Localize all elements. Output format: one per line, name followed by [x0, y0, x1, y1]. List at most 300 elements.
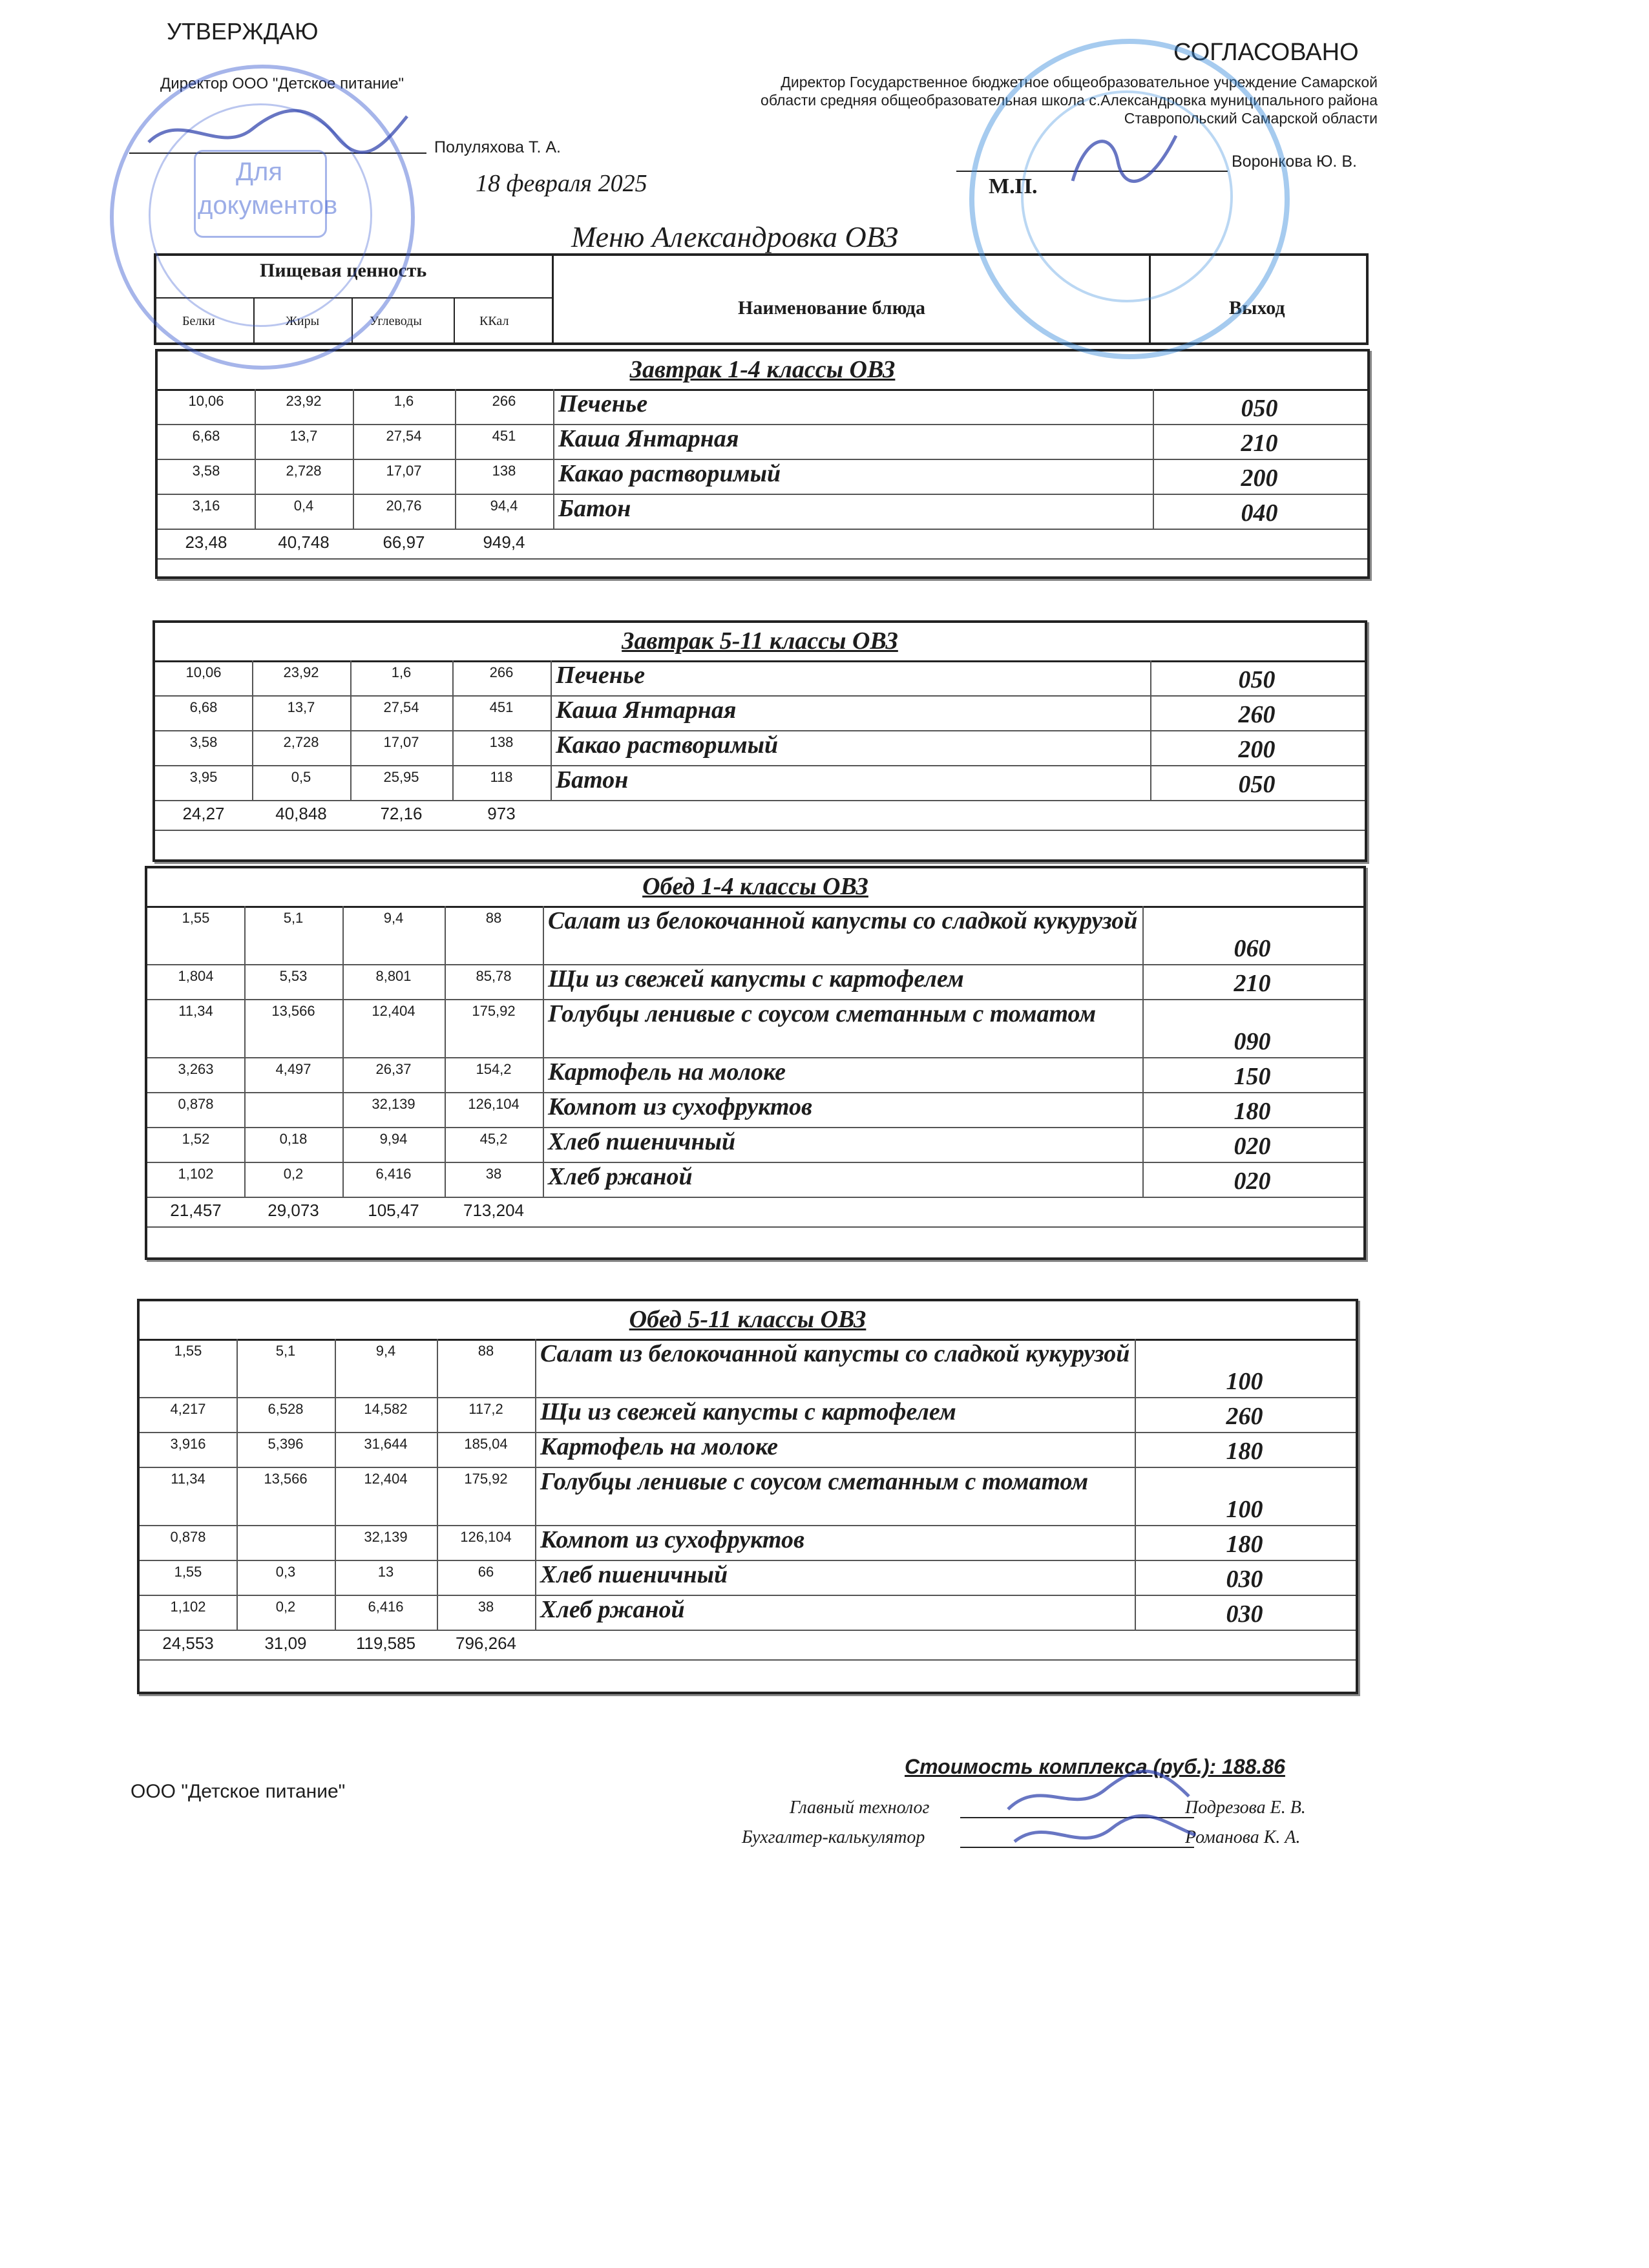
menu-row — [140, 1525, 1356, 1560]
menu-row — [158, 494, 1367, 529]
fats-value: 5,1 — [283, 910, 304, 926]
approve-position: Директор ООО "Детское питание" — [160, 75, 404, 92]
cell-divider — [543, 1127, 544, 1162]
cell-divider — [455, 459, 456, 494]
approve-name: Полуляхова Т. А. — [434, 138, 561, 156]
kcal-value: 117,2 — [468, 1401, 503, 1417]
dish-name: Щи из свежей капусты с картофелем — [548, 965, 964, 992]
cell-divider — [445, 1127, 446, 1162]
fats-value: 23,92 — [283, 664, 319, 680]
total-carbs-value: 119,585 — [355, 1633, 416, 1653]
cell-divider — [252, 730, 253, 765]
cell-divider — [255, 424, 256, 459]
fats-value: 5,1 — [275, 1343, 296, 1359]
cell-divider — [437, 1397, 438, 1432]
fats-value: 0,3 — [275, 1564, 296, 1580]
dish-name: Картофель на молоке — [548, 1058, 786, 1086]
total-proteins-value: 23,48 — [185, 532, 227, 552]
fats-value: 5,396 — [268, 1436, 304, 1452]
cell-divider — [437, 1467, 438, 1525]
proteins-value: 6,68 — [189, 699, 218, 715]
dish-output: 050 — [1238, 771, 1276, 798]
cell-divider — [437, 1525, 438, 1560]
proteins-value: 10,06 — [188, 393, 224, 409]
carbs-value: 32,139 — [372, 1096, 415, 1112]
carbs-value: 25,95 — [383, 769, 419, 785]
row-rule — [147, 1226, 1363, 1228]
cell-divider — [335, 1432, 336, 1467]
cell-divider — [252, 765, 253, 800]
dish-name: Какао растворимый — [558, 460, 781, 487]
row-rule — [140, 1659, 1356, 1661]
proteins-value: 3,95 — [189, 769, 218, 785]
proteins-value: 3,58 — [189, 734, 218, 750]
proteins-value: 1,102 — [170, 1599, 206, 1615]
kcal-value: 154,2 — [476, 1061, 512, 1077]
menu-row — [147, 906, 1363, 964]
section-title: Обед 1-4 классы ОВЗ — [642, 873, 868, 900]
cell-divider — [445, 906, 446, 964]
menu-row — [158, 389, 1367, 424]
complex-cost: Стоимость комплекса (руб.): 188.86 — [905, 1755, 1285, 1778]
carbs-value: 12,404 — [372, 1003, 415, 1019]
row-rule — [155, 830, 1365, 831]
proteins-value: 1,52 — [182, 1131, 210, 1147]
menu-row — [140, 1560, 1356, 1595]
carbs-value: 17,07 — [383, 734, 419, 750]
kcal-value: 38 — [478, 1599, 494, 1615]
approve-date: 18 февраля 2025 — [476, 170, 647, 197]
proteins-value: 6,68 — [192, 428, 220, 444]
dish-name: Голубцы ленивые с соусом сметанным с томатом — [548, 1000, 1097, 1027]
proteins-value: 0,878 — [170, 1529, 206, 1545]
dish-name: Хлеб пшеничный — [548, 1128, 736, 1155]
fats-value: 0,2 — [283, 1166, 304, 1182]
cell-divider — [437, 1560, 438, 1595]
cell-divider — [553, 459, 554, 494]
col-fats: Жиры — [286, 314, 320, 328]
menu-row — [147, 999, 1363, 1057]
cell-divider — [543, 1162, 544, 1197]
section-title: Завтрак 1-4 классы ОВЗ — [629, 356, 896, 383]
kcal-value: 451 — [489, 699, 514, 715]
cell-divider — [553, 424, 554, 459]
cell-divider — [452, 695, 454, 730]
dish-name: Каша Янтарная — [556, 697, 737, 724]
cell-divider — [353, 424, 354, 459]
cell-divider — [236, 1467, 238, 1525]
cell-divider — [437, 1595, 438, 1630]
dish-name: Каша Янтарная — [558, 425, 739, 452]
mp-label: М.П. — [989, 174, 1038, 198]
menu-row — [147, 1092, 1363, 1127]
approve-title: УТВЕРЖДАЮ — [167, 18, 319, 45]
cell-divider — [437, 1339, 438, 1397]
cell-divider — [350, 695, 352, 730]
meal-section — [137, 1299, 1358, 1694]
proteins-value: 1,102 — [178, 1166, 214, 1182]
total-kcal-value: 796,264 — [456, 1633, 516, 1653]
cell-divider — [535, 1397, 536, 1432]
carbs-value: 9,4 — [383, 910, 404, 926]
meal-section — [152, 620, 1367, 862]
meal-section — [145, 866, 1366, 1260]
proteins-value: 11,34 — [171, 1471, 205, 1487]
total-kcal-value: 713,204 — [463, 1201, 524, 1220]
cell-divider — [335, 1560, 336, 1595]
proteins-value: 3,916 — [170, 1436, 206, 1452]
menu-row — [147, 1057, 1363, 1092]
agree-name: Воронкова Ю. В. — [1232, 152, 1357, 171]
dish-output: 150 — [1234, 1063, 1271, 1090]
dish-output: 200 — [1238, 736, 1276, 763]
cell-divider — [350, 730, 352, 765]
cell-divider — [551, 730, 552, 765]
proteins-value: 1,55 — [182, 910, 210, 926]
cell-divider — [335, 1397, 336, 1432]
dish-output: 030 — [1226, 1601, 1263, 1628]
dish-name: Батон — [556, 766, 629, 793]
cell-divider — [455, 494, 456, 529]
carbs-value: 26,37 — [375, 1061, 412, 1077]
row-rule — [158, 558, 1367, 560]
menu-row — [158, 459, 1367, 494]
dish-name: Батон — [558, 495, 631, 522]
proteins-value: 1,804 — [178, 968, 214, 984]
cell-divider — [236, 1595, 238, 1630]
cell-divider — [342, 906, 344, 964]
dish-name: Печенье — [558, 390, 648, 417]
cell-divider — [535, 1595, 536, 1630]
total-fats-value: 40,748 — [278, 532, 330, 552]
cell-divider — [244, 1127, 246, 1162]
fats-value: 2,728 — [286, 463, 322, 479]
cell-divider — [553, 494, 554, 529]
menu-row — [147, 964, 1363, 999]
cell-divider — [244, 999, 246, 1057]
menu-row — [147, 1162, 1363, 1197]
fats-value: 13,7 — [287, 699, 315, 715]
total-proteins-value: 21,457 — [170, 1201, 222, 1220]
dish-output: 260 — [1226, 1403, 1263, 1430]
cell-divider — [342, 964, 344, 999]
cell-divider — [445, 1057, 446, 1092]
proteins-value: 3,58 — [192, 463, 220, 479]
cell-divider — [342, 1057, 344, 1092]
fats-value: 6,528 — [268, 1401, 304, 1417]
cell-divider — [236, 1525, 238, 1560]
cell-divider — [543, 964, 544, 999]
column-header — [154, 253, 1369, 345]
agree-title: СОГЛАСОВАНО — [1173, 39, 1359, 66]
total-carbs-value: 66,97 — [383, 532, 425, 552]
carbs-value: 8,801 — [375, 968, 412, 984]
total-carbs-value: 72,16 — [380, 804, 423, 823]
tech-label: Главный технолог — [790, 1798, 930, 1818]
menu-row — [147, 1127, 1363, 1162]
carbs-value: 9,4 — [375, 1343, 396, 1359]
cell-divider — [445, 999, 446, 1057]
proteins-value: 4,217 — [170, 1401, 206, 1417]
cell-divider — [543, 1092, 544, 1127]
proteins-value: 10,06 — [185, 664, 222, 680]
total-fats-value: 31,09 — [264, 1633, 307, 1653]
kcal-value: 66 — [478, 1564, 494, 1580]
cell-divider — [535, 1525, 536, 1560]
section-total-row — [158, 529, 1367, 558]
carbs-value: 6,416 — [368, 1599, 404, 1615]
kcal-value: 85,78 — [476, 968, 512, 984]
dish-output: 260 — [1238, 701, 1276, 728]
kcal-value: 88 — [485, 910, 502, 926]
dish-output: 210 — [1234, 970, 1271, 997]
cell-divider — [244, 1057, 246, 1092]
section-title: Завтрак 5-11 классы ОВЗ — [622, 627, 898, 655]
proteins-value: 0,878 — [178, 1096, 214, 1112]
kcal-value: 126,104 — [460, 1529, 512, 1545]
dish-output: 090 — [1234, 1028, 1271, 1055]
cell-divider — [342, 1092, 344, 1127]
cell-divider — [255, 459, 256, 494]
fats-value: 0,4 — [293, 498, 314, 514]
section-total-row — [140, 1630, 1356, 1659]
kcal-value: 94,4 — [490, 498, 518, 514]
dish-output: 060 — [1234, 935, 1271, 962]
cell-divider — [452, 660, 454, 695]
dish-output: 030 — [1226, 1566, 1263, 1593]
cell-divider — [252, 695, 253, 730]
fats-value: 0,5 — [291, 769, 311, 785]
acc-name: Романова К. А. — [1185, 1827, 1301, 1847]
fats-value: 2,728 — [283, 734, 319, 750]
dish-output: 040 — [1241, 499, 1278, 527]
kcal-value: 266 — [489, 664, 514, 680]
dish-output: 180 — [1226, 1438, 1263, 1465]
cell-divider — [455, 424, 456, 459]
cell-divider — [335, 1525, 336, 1560]
agree-line-2: области средняя общеобразовательная школа с.Александровка муниципального района — [761, 92, 1378, 109]
cell-divider — [535, 1467, 536, 1525]
cell-divider — [543, 1057, 544, 1092]
cell-divider — [252, 660, 253, 695]
dish-name: Салат из белокочанной капусты со сладкой кукурузой — [548, 907, 1138, 934]
proteins-value: 1,55 — [174, 1343, 202, 1359]
menu-row — [140, 1595, 1356, 1630]
cell-divider — [244, 1092, 246, 1127]
menu-row — [155, 730, 1365, 765]
cell-divider — [452, 730, 454, 765]
menu-row — [140, 1339, 1356, 1397]
kcal-value: 185,04 — [464, 1436, 508, 1452]
carbs-value: 17,07 — [386, 463, 422, 479]
total-kcal-value: 949,4 — [483, 532, 525, 552]
cell-divider — [244, 906, 246, 964]
cell-divider — [445, 1162, 446, 1197]
proteins-value: 1,55 — [174, 1564, 202, 1580]
col-dish: Наименование блюда — [738, 297, 925, 319]
cell-divider — [342, 1127, 344, 1162]
col-nutrition: Пищевая ценность — [260, 260, 427, 281]
fats-value: 23,92 — [286, 393, 322, 409]
acc-signature-stroke — [1014, 1816, 1195, 1842]
section-title: Обед 5-11 классы ОВЗ — [629, 1306, 867, 1333]
carbs-value: 12,404 — [364, 1471, 408, 1487]
cell-divider — [553, 389, 554, 424]
carbs-value: 1,6 — [391, 664, 412, 680]
dish-output: 200 — [1241, 465, 1278, 492]
left-stamp-text: Для документов — [198, 158, 338, 220]
cell-divider — [551, 695, 552, 730]
cell-divider — [335, 1339, 336, 1397]
menu-row — [155, 695, 1365, 730]
total-kcal-value: 973 — [487, 804, 516, 823]
cell-divider — [353, 389, 354, 424]
menu-row — [140, 1467, 1356, 1525]
carbs-value: 27,54 — [386, 428, 422, 444]
fats-value: 4,497 — [275, 1061, 311, 1077]
col-kcal: ККал — [479, 314, 509, 328]
kcal-value: 138 — [489, 734, 514, 750]
cell-divider — [445, 964, 446, 999]
kcal-value: 88 — [478, 1343, 494, 1359]
cell-divider — [445, 1092, 446, 1127]
cell-divider — [437, 1432, 438, 1467]
fats-value: 13,566 — [264, 1471, 308, 1487]
cell-divider — [236, 1432, 238, 1467]
cell-divider — [543, 999, 544, 1057]
dish-name: Щи из свежей капусты с картофелем — [540, 1398, 956, 1425]
menu-row — [140, 1397, 1356, 1432]
kcal-value: 266 — [492, 393, 516, 409]
total-fats-value: 29,073 — [268, 1201, 319, 1220]
cell-divider — [244, 964, 246, 999]
cell-divider — [535, 1339, 536, 1397]
cell-divider — [342, 999, 344, 1057]
carbs-value: 20,76 — [386, 498, 422, 514]
cell-divider — [543, 906, 544, 964]
dish-output: 100 — [1226, 1496, 1263, 1523]
menu-title: Меню Александровка ОВЗ — [571, 220, 898, 253]
cell-divider — [255, 389, 256, 424]
dish-name: Хлеб ржаной — [548, 1163, 693, 1190]
cell-divider — [342, 1162, 344, 1197]
carbs-value: 14,582 — [364, 1401, 408, 1417]
dish-output: 180 — [1226, 1531, 1263, 1558]
cell-divider — [452, 765, 454, 800]
cell-divider — [335, 1595, 336, 1630]
cell-divider — [350, 765, 352, 800]
dish-output: 100 — [1226, 1368, 1263, 1395]
fats-value: 13,566 — [271, 1003, 315, 1019]
total-carbs-value: 105,47 — [368, 1201, 419, 1220]
acc-signature — [1008, 1809, 1202, 1861]
fats-value: 0,2 — [275, 1599, 296, 1615]
dish-output: 210 — [1241, 430, 1278, 457]
cell-divider — [236, 1339, 238, 1397]
kcal-value: 451 — [492, 428, 516, 444]
dish-name: Компот из сухофруктов — [548, 1093, 812, 1120]
cell-divider — [255, 494, 256, 529]
cell-divider — [535, 1560, 536, 1595]
kcal-value: 126,104 — [468, 1096, 520, 1112]
cell-divider — [236, 1560, 238, 1595]
cell-divider — [535, 1432, 536, 1467]
kcal-value: 175,92 — [464, 1471, 508, 1487]
kcal-value: 38 — [485, 1166, 502, 1182]
director-signature-stroke — [149, 110, 407, 152]
dish-name: Салат из белокочанной капусты со сладкой кукурузой — [540, 1340, 1130, 1367]
total-fats-value: 40,848 — [275, 804, 327, 823]
fats-value: 0,18 — [279, 1131, 308, 1147]
dish-name: Хлеб пшеничный — [540, 1561, 728, 1588]
total-proteins-value: 24,553 — [162, 1633, 214, 1653]
dish-output: 180 — [1234, 1098, 1271, 1125]
dish-name: Хлеб ржаной — [540, 1596, 685, 1623]
col-proteins: Белки — [182, 314, 215, 328]
cell-divider — [353, 459, 354, 494]
cell-divider — [551, 765, 552, 800]
cell-divider — [350, 660, 352, 695]
director-signature — [142, 97, 414, 168]
cell-divider — [551, 660, 552, 695]
dish-name: Печенье — [556, 662, 646, 689]
meal-section — [155, 349, 1370, 579]
dish-name: Какао растворимый — [556, 731, 779, 759]
menu-row — [158, 424, 1367, 459]
carbs-value: 27,54 — [383, 699, 419, 715]
dish-name: Компот из сухофруктов — [540, 1526, 804, 1553]
dish-name: Голубцы ленивые с соусом сметанным с томатом — [540, 1468, 1089, 1495]
carbs-value: 31,644 — [364, 1436, 408, 1452]
fats-value: 13,7 — [289, 428, 318, 444]
cell-divider — [236, 1397, 238, 1432]
kcal-value: 138 — [492, 463, 516, 479]
carbs-value: 32,139 — [364, 1529, 408, 1545]
total-proteins-value: 24,27 — [182, 804, 225, 823]
fats-value: 5,53 — [279, 968, 308, 984]
cell-divider — [455, 389, 456, 424]
dish-output: 050 — [1238, 666, 1276, 693]
col-output: Выход — [1229, 297, 1285, 319]
kcal-value: 175,92 — [472, 1003, 516, 1019]
proteins-value: 11,34 — [178, 1003, 213, 1019]
tech-name: Подрезова Е. В. — [1185, 1798, 1306, 1818]
menu-row — [140, 1432, 1356, 1467]
section-total-row — [147, 1197, 1363, 1226]
cell-divider — [244, 1162, 246, 1197]
col-carbs: Углеводы — [370, 314, 422, 328]
dish-output: 020 — [1234, 1133, 1271, 1160]
kcal-value: 118 — [490, 769, 513, 785]
carbs-value: 13 — [377, 1564, 394, 1580]
kcal-value: 45,2 — [479, 1131, 508, 1147]
cell-divider — [335, 1467, 336, 1525]
menu-row — [155, 660, 1365, 695]
agree-line-1: Директор Государственное бюджетное общеобразовательное учреждение Самарской — [781, 74, 1378, 90]
carbs-value: 6,416 — [375, 1166, 412, 1182]
agree-signature-stroke — [1073, 136, 1176, 182]
acc-label: Бухгалтер-калькулятор — [742, 1827, 925, 1847]
proteins-value: 3,263 — [178, 1061, 214, 1077]
agree-signature — [1060, 123, 1189, 194]
tech-signature-stroke — [1008, 1771, 1189, 1809]
agree-line-3: Ставропольский Самарской области — [1124, 110, 1378, 127]
menu-row — [155, 765, 1365, 800]
proteins-value: 3,16 — [192, 498, 220, 514]
footer-company: ООО "Детское питание" — [131, 1781, 346, 1802]
dish-name: Картофель на молоке — [540, 1433, 778, 1460]
dish-output: 020 — [1234, 1168, 1271, 1195]
